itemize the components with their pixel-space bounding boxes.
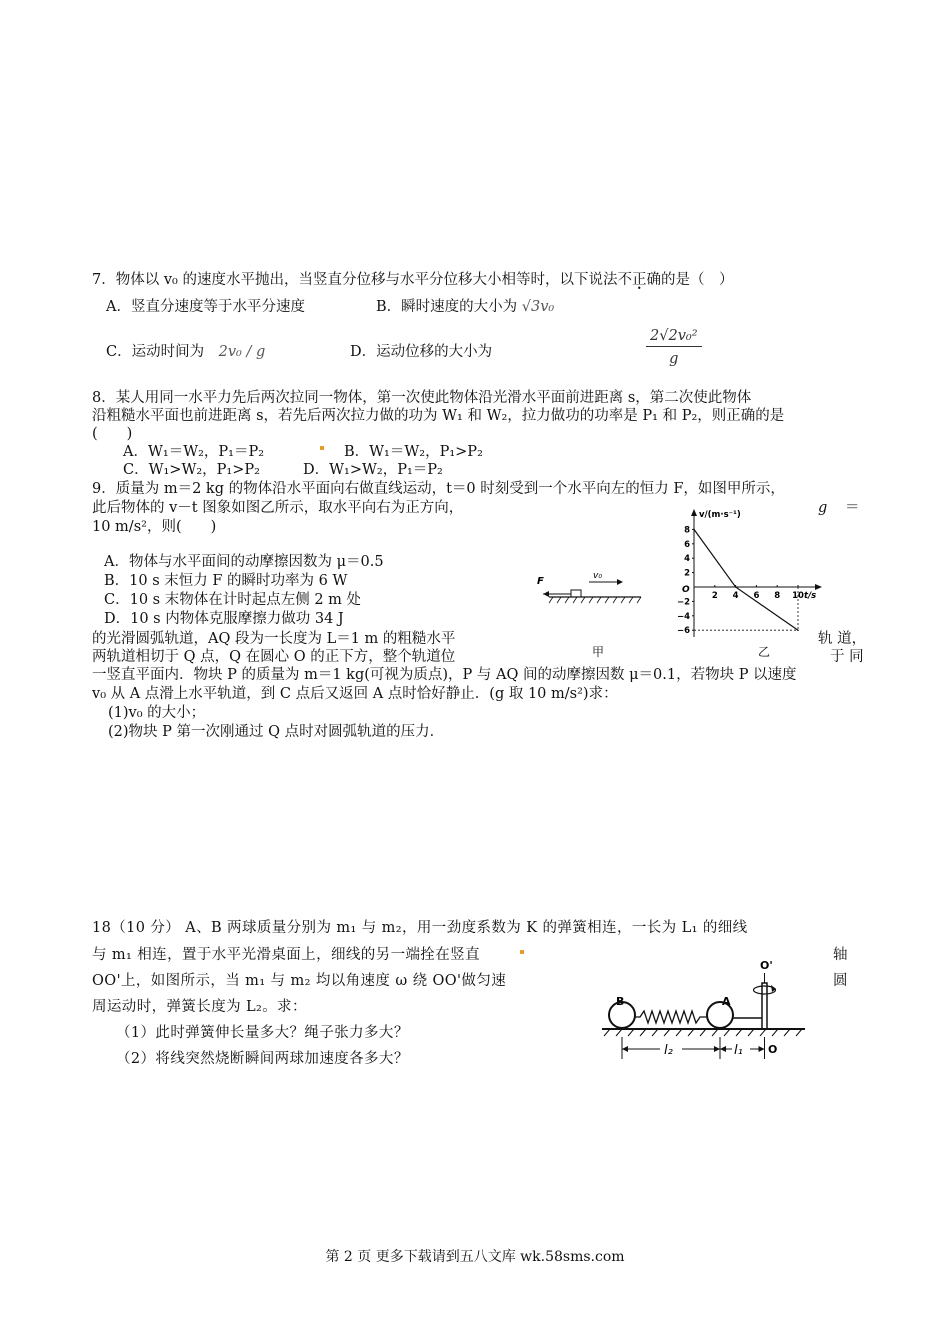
x-tick-label: 4 [732, 591, 739, 601]
decorative-dot [520, 950, 524, 954]
q8-option-d: D．W₁>W₂，P₁＝P₂ [303, 462, 443, 478]
q8-line1: 8．某人用同一水平力先后两次拉同一物体，第一次使此物体沿光滑水平面前进距离 s，第二次使此物体 [92, 390, 752, 406]
q18-sub1: （1）此时弹簧伸长量多大？绳子张力多大？ [116, 1025, 409, 1041]
q7-option-d-fraction: $\frac{\text{2√2v₀²}}{g}$ [646, 328, 702, 367]
figure-yi-caption: 乙 [758, 645, 771, 659]
l2-label: l₂ [664, 1043, 673, 1058]
y-tick-label: 6 [684, 539, 690, 550]
x-axis-label: t/s [804, 591, 817, 601]
x-tick-label: 6 [753, 591, 760, 601]
q18-line2-left: 与 m₁ 相连，置于水平光滑桌面上，细线的另一端拴在竖直 [92, 947, 480, 963]
y-axis-arrow-icon [691, 509, 697, 516]
block [571, 590, 581, 597]
q18-line3-left: OO'上，如图所示，当 m₁ 与 m₂ 均以角速度 ω 绕 OO'做匀速 [92, 973, 507, 989]
force-label: F [537, 576, 544, 587]
y-axis-label: v/(m·s⁻¹) [699, 510, 741, 520]
arc-q-line3: 一竖直平面内．物块 P 的质量为 m＝1 kg(可视为质点)，P 与 AQ 间的动摩擦因数 μ＝0.1，若物块 P 以速度 [92, 667, 797, 683]
q8-option-c: C．W₁>W₂，P₁>P₂ [123, 462, 260, 478]
q7-emphasis: 不正确 [617, 272, 661, 288]
force-arrow-icon [543, 591, 549, 597]
q18-line1: 18（10 分） A、B 两球质量分别为 m₁ 与 m₂，用一劲度系数为 K 的弹簧相连，一长为 L₁ 的细线 [92, 920, 748, 936]
ball-b-label: B [616, 995, 625, 1008]
q7-option-c: C．运动时间为 2v₀ / g [106, 344, 266, 360]
q7-option-b-expr: √3v₀ [521, 299, 555, 315]
q18-line3-right: 圆 [833, 973, 848, 989]
vt-data-point [735, 586, 737, 588]
arc-q-line1-right: 轨 道， [818, 631, 867, 647]
ball-a [707, 1002, 733, 1028]
q7-stem: 7．物体以 v₀ 的速度水平抛出，当竖直分位移与水平分位移大小相等时，以下说法不正确的是（ ） [92, 272, 734, 288]
q8-line3: ( ) [92, 426, 133, 442]
y-tick-label: 2 [684, 568, 690, 579]
q9-line3: 10 m/s²，则( ) [92, 519, 217, 535]
page-footer: 第 2 页 更多下载请到五八文库 wk.58sms.com [325, 1249, 625, 1265]
x-tick-label: 2 [711, 591, 718, 601]
x-tick-label: 8 [774, 591, 781, 601]
q9-option-b: B．10 s 末恒力 F 的瞬时功率为 6 W [104, 573, 348, 589]
q8-option-b: B．W₁＝W₂，P₁>P₂ [344, 444, 483, 460]
q9-option-d: D．10 s 内物体克服摩擦力做功 34 J [104, 611, 344, 627]
axis-bottom-label: O [768, 1043, 778, 1056]
q7-option-c-expr: 2v₀ / g [218, 344, 266, 360]
axis-top-label: O' [760, 959, 773, 972]
vt-series-line [694, 529, 798, 630]
ball-a-label: A [722, 995, 731, 1008]
origin-label: O [682, 585, 690, 595]
q7-option-a: A．竖直分速度等于水平分速度 [106, 299, 305, 315]
y-tick-label: −6 [676, 626, 690, 637]
ground-hatch [549, 597, 641, 603]
decorative-dot [320, 446, 324, 450]
arc-q-line4: v₀ 从 A 点滑上水平轨道，到 C 点后又返回 A 点时恰好静止．(g 取 10 m/s²)求： [92, 686, 618, 702]
x-tick-label: 10 [792, 591, 804, 601]
q9-option-a: A．物体与水平面间的动摩擦因数为 μ＝0.5 [104, 554, 384, 570]
figure-jia [535, 566, 645, 612]
vertical-shaft [762, 983, 767, 1029]
arc-q-line1-left: 的光滑圆弧轨道，AQ 段为一长度为 L＝1 m 的粗糙水平 [92, 631, 456, 647]
x-axis-arrow-icon [815, 584, 822, 590]
q18-line4: 周运动时，弹簧长度为 L₂。求： [92, 999, 307, 1015]
arc-q-sub1: (1)v₀ 的大小； [108, 705, 206, 721]
velocity-arrow-icon [617, 579, 623, 585]
y-tick-label: 8 [684, 525, 690, 536]
y-tick-label: −4 [676, 611, 690, 622]
q9-line2-g: g [818, 500, 828, 516]
l1-label: l₁ [734, 1043, 743, 1058]
q9-option-c: C．10 s 末物体在计时起点左侧 2 m 处 [104, 592, 362, 608]
figure-jia-caption: 甲 [592, 645, 605, 659]
q18-line2-right: 轴 [833, 947, 848, 963]
q9-line1: 9．质量为 m＝2 kg 的物体沿水平面向右做直线运动，t＝0 时刻受到一个水平向左的恒力 F，如图甲所示， [92, 481, 785, 497]
q8-line2: 沿粗糙水平面也前进距离 s，若先后两次拉力做的功为 W₁ 和 W₂，拉力做功的功率是 P₁ 和 P₂，则正确的是 [92, 408, 785, 424]
q9-line2: 此后物体的 v－t 图象如图乙所示，取水平向右为正方向， [92, 500, 464, 516]
arc-q-sub2: (2)物块 P 第一次刚通过 Q 点时对圆弧轨道的压力． [108, 724, 445, 740]
figure-18-spring-balls [600, 955, 810, 1065]
table-hatch [604, 1029, 802, 1036]
q8-option-a: A．W₁＝W₂，P₁＝P₂ [123, 444, 265, 460]
q18-sub2: （2）将线突然烧断瞬间两球加速度各多大？ [116, 1051, 409, 1067]
figure-yi-vt-chart [668, 505, 828, 641]
vt-data-point [693, 529, 695, 531]
q7-option-b: B．瞬时速度的大小为 √3v₀ [376, 299, 555, 315]
q7-option-d: D．运动位移的大小为 [350, 344, 493, 360]
vt-data-point [797, 629, 799, 631]
q9-line2-eq: ＝ [845, 500, 860, 516]
velocity-label: v₀ [593, 571, 602, 581]
y-tick-label: −2 [676, 597, 690, 608]
arc-q-line2-right: 于 同 [830, 649, 864, 665]
y-tick-label: 4 [684, 554, 690, 565]
arc-q-line2-left: 两轨道相切于 Q 点，Q 在圆心 O 的正下方，整个轨道位 [92, 649, 456, 665]
spring [635, 1011, 707, 1023]
